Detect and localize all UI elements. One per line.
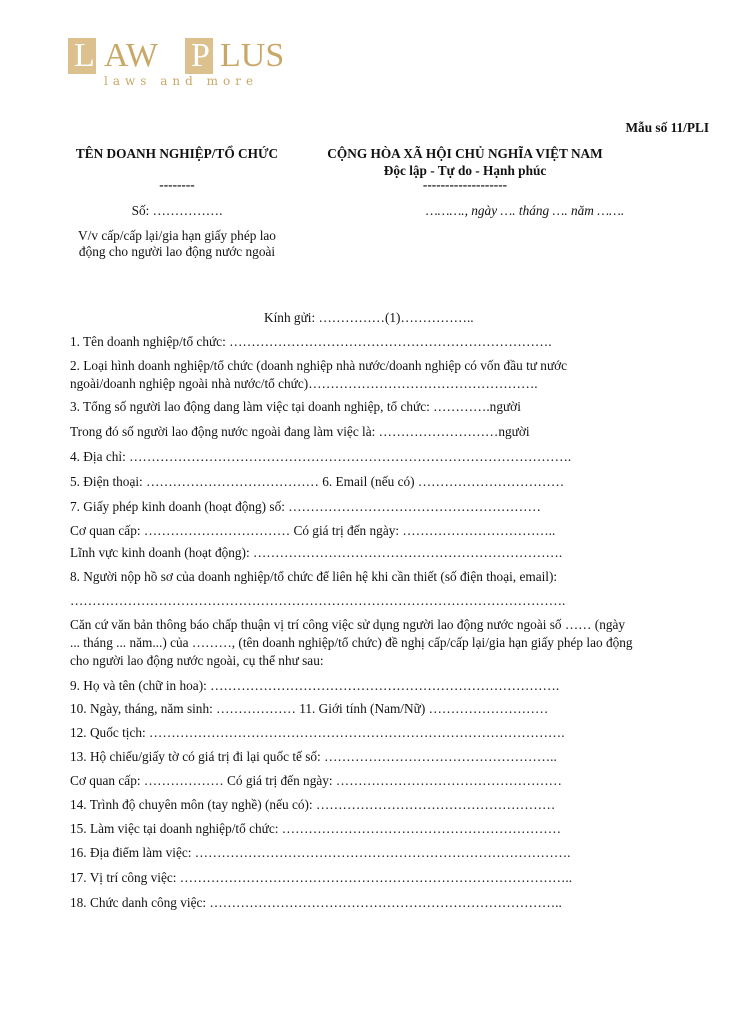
form-field-line: 3. Tổng số người lao động dang làm việc tại doanh nghiệp, tổ chức: ………….người [70, 399, 521, 414]
document-subject: V/v cấp/cấp lại/gia hạn giấy phép lao động cho người lao động nước ngoài [78, 228, 276, 259]
form-field-line: 17. Vị trí công việc: …………………………………………………………………………….. [70, 870, 573, 885]
form-field-line: 12. Quốc tịch: …………………………………………………………………………………. [70, 725, 565, 740]
form-field-line: 15. Làm việc tại doanh nghiệp/tổ chức: ……………………………………………………… [70, 821, 562, 836]
form-field-line: 18. Chức danh công việc: …………………………………………………………………….. [70, 895, 562, 910]
form-field-line: Cơ quan cấp: …………………………… Có giá trị đến ngày: …………………………….. [70, 523, 556, 538]
org-divider: -------- [159, 177, 195, 192]
form-field-line: ngoài/doanh nghiệp ngoài nhà nước/tổ chức)……………………………………………. [70, 376, 538, 391]
form-field-line: 16. Địa điểm làm việc: …………………………………………………………………………. [70, 845, 571, 860]
nation-title: CỘNG HÒA XÃ HỘI CHỦ NGHĨA VIỆT NAM [327, 146, 603, 161]
logo-letter: L [74, 37, 95, 74]
form-field-line: 14. Trình độ chuyên môn (tay nghề) (nếu có): ……………………………………………… [70, 797, 556, 812]
document-number: Số: ……………. [131, 203, 223, 218]
form-field-line: Lĩnh vực kinh doanh (hoạt động): ……………………………………………………………. [70, 545, 563, 560]
date-line: ………., ngày …. tháng …. năm ……. [425, 203, 625, 218]
greeting: Kính gửi: ……………(1)…………….. [264, 310, 474, 325]
logo-letter: LUS [220, 37, 285, 74]
form-field-line: 2. Loại hình doanh nghiệp/tổ chức (doanh nghiệp nhà nước/doanh nghiệp có vốn đầu tư nước [70, 358, 568, 373]
form-field-line: 4. Địa chỉ: ………………………………………………………………………………………. [70, 449, 572, 464]
form-code: Mẫu số 11/PLI [625, 120, 709, 135]
form-field-line: Trong đó số người lao động nước ngoài đang làm việc là: ………………………người [70, 424, 530, 439]
nation-motto: Độc lập - Tự do - Hạnh phúc [383, 163, 547, 178]
logo-letter: AW [104, 37, 158, 74]
form-field-line: Căn cứ văn bản thông báo chấp thuận vị trí công việc sử dụng người lao động nước ngoài số …… (ngày [70, 617, 626, 632]
form-field-line: 10. Ngày, tháng, năm sinh: ……………… 11. Giới tính (Nam/Nữ) ……………………… [70, 701, 549, 716]
logo-tagline: laws and more [104, 74, 259, 88]
form-field-line: ... tháng ... năm...) của ………, (tên doanh nghiệp/tổ chức) đề nghị cấp/cấp lại/gia hạn giấy phép lao động [70, 635, 633, 650]
form-field-line: 5. Điện thoại: ………………………………… 6. Email (nếu có) …………………………… [70, 474, 565, 489]
form-field-line: …………………………………………………………………………………………………. [70, 593, 566, 608]
logo-letter: P [191, 37, 210, 74]
org-name: TÊN DOANH NGHIỆP/TỔ CHỨC [75, 146, 279, 161]
form-field-line: cho người lao động nước ngoài, cụ thể như sau: [70, 653, 324, 668]
form-field-line: 13. Hộ chiếu/giấy tờ có giá trị đi lại quốc tế số: …………………………………………….. [70, 749, 557, 764]
form-field-line: 1. Tên doanh nghiệp/tổ chức: ………………………………………………………………. [70, 334, 552, 349]
form-field-line: Cơ quan cấp: ……………… Có giá trị đến ngày: …………………………………………… [70, 773, 562, 788]
form-field-line: 9. Họ và tên (chữ in hoa): ……………………………………………………………………. [70, 678, 560, 693]
form-field-line: 7. Giấy phép kinh doanh (hoạt động) số: ………………………………………………… [70, 499, 541, 514]
nation-divider: ------------------- [422, 177, 508, 192]
lawplus-logo [68, 38, 294, 86]
form-field-line: 8. Người nộp hồ sơ của doanh nghiệp/tổ chức để liên hệ khi cần thiết (số điện thoại, email): [70, 569, 558, 584]
